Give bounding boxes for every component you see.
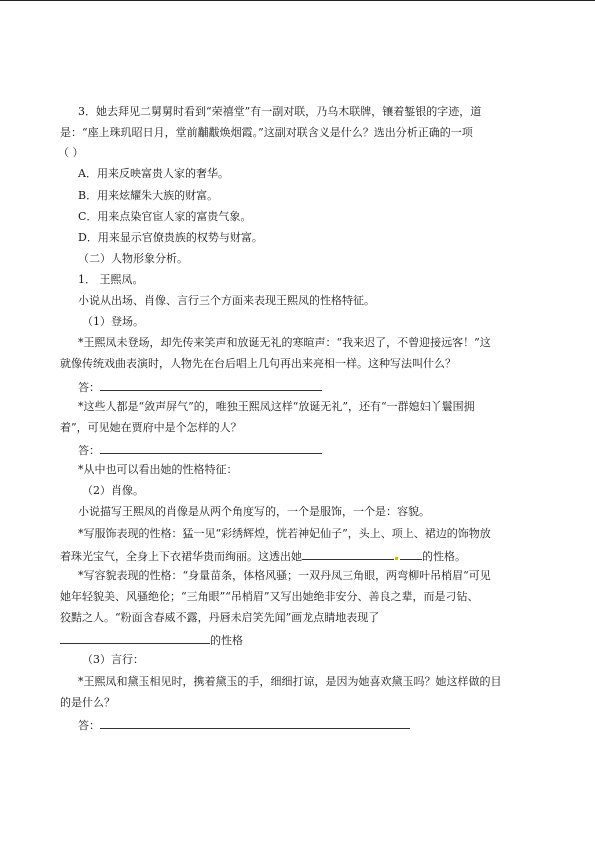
- sub1-q1-line-1: *王熙凤未登场，却先传来笑声和放诞无礼的寒暄声：“我来迟了，不曾迎接远客！”这: [78, 336, 491, 349]
- answer-label: 答：: [78, 719, 100, 732]
- highlight-mark: [395, 557, 398, 560]
- option-d: D．用来显示官僚贵族的权势与财富。: [78, 231, 263, 244]
- sub1-q1-line-2: 就像传统戏曲表演时，人物先在台后唱上几句再出来亮相一样。这种写法叫什么？: [60, 357, 456, 370]
- fill-blank[interactable]: [302, 548, 394, 560]
- answer-label: 答：: [78, 444, 100, 457]
- sub2-b-line-4-end: 的性格: [210, 634, 243, 647]
- answer-line-2: [78, 442, 322, 458]
- sub2-b-line-4: [60, 632, 243, 648]
- sub2-a-line-1: *写服饰表现的性格：猛一见“彩绣辉煌，恍若神妃仙子”，头上、项上、裙边的饰物放: [78, 527, 491, 540]
- option-b: B．用来炫耀朱大族的财富。: [78, 189, 219, 202]
- sub3-title: （3）言行：: [82, 653, 144, 666]
- sub3-q-line-2: 的是什么？: [60, 696, 115, 709]
- sub2-title: （2）肖像。: [82, 484, 144, 497]
- sub2-b-line-3: 狡黠之人。“粉面含春威不露，丹唇未启笑先闻”画龙点睛地表现了: [60, 611, 380, 624]
- q3-line-1: 3．她去拜见二舅舅时看到“荣禧堂”有一副对联，乃乌木联牌，镶着錾银的字迹，道: [78, 105, 482, 118]
- answer-label: 答：: [78, 381, 100, 394]
- answer-blank[interactable]: [100, 717, 410, 729]
- sub2-a-line-2-end: 的性格。: [422, 550, 466, 563]
- answer-line-3: [78, 717, 410, 733]
- answer-blank[interactable]: [100, 379, 322, 391]
- sub1-q3-line-1: *从中也可以看出她的性格特征：: [78, 463, 238, 476]
- sub2-b-line-1: *写容貌表现的性格：“身量苗条，体格风骚；一双丹凤三角眼，两弯柳叶吊梢眉“可见: [78, 569, 491, 582]
- q3-line-2: 是：“座上珠玑昭日月，堂前黼黻焕烟霞。”这副对联含义是什么？选出分析正确的一项: [60, 126, 473, 139]
- item-intro: 小说从出场、肖像、言行三个方面来表现王熙凤的性格特征。: [78, 294, 375, 307]
- sub3-q-line-1: *王熙凤和黛玉相见时，携着黛玉的手，细细打谅，是因为她喜欢黛玉吗？她这样做的目: [78, 675, 502, 688]
- sub2-intro: 小说描写王熙凤的肖像是从两个角度写的，一个是服饰，一个是：容貌。: [78, 505, 430, 518]
- section-heading: （二）人物形象分析。: [78, 252, 188, 265]
- q3-answer-paren: （ ）: [58, 146, 84, 159]
- sub1-q2-line-1: *这些人都是“敛声屏气”的，唯独王熙凤这样“放诞无礼”，还有“一群媳妇丫鬟围拥: [78, 400, 475, 413]
- sub2-a-line-2-text: 着珠光宝气，全身上下衣裙华贵而绚丽。这透出她: [60, 550, 302, 563]
- sub2-b-line-2: 她年轻貌美、风骚绝伦；“三角眼”“吊梢眉”又写出她绝非安分、善良之辈，而是刁钻、: [60, 590, 479, 603]
- item-heading: 1． 王熙凤。: [78, 273, 144, 286]
- answer-line-1: [78, 379, 322, 395]
- option-a: A．用来反映富贵人家的奢华。: [78, 167, 229, 180]
- sub2-a-line-2: [60, 548, 466, 564]
- fill-blank[interactable]: [400, 548, 422, 560]
- fill-blank[interactable]: [60, 632, 210, 644]
- sub1-q2-line-2: 着”，可见她在贾府中是个怎样的人？: [60, 421, 242, 434]
- sub1-title: （1）登场。: [82, 315, 144, 328]
- answer-blank[interactable]: [100, 442, 322, 454]
- option-c: C．用来点染官宦人家的富贵气象。: [78, 210, 252, 223]
